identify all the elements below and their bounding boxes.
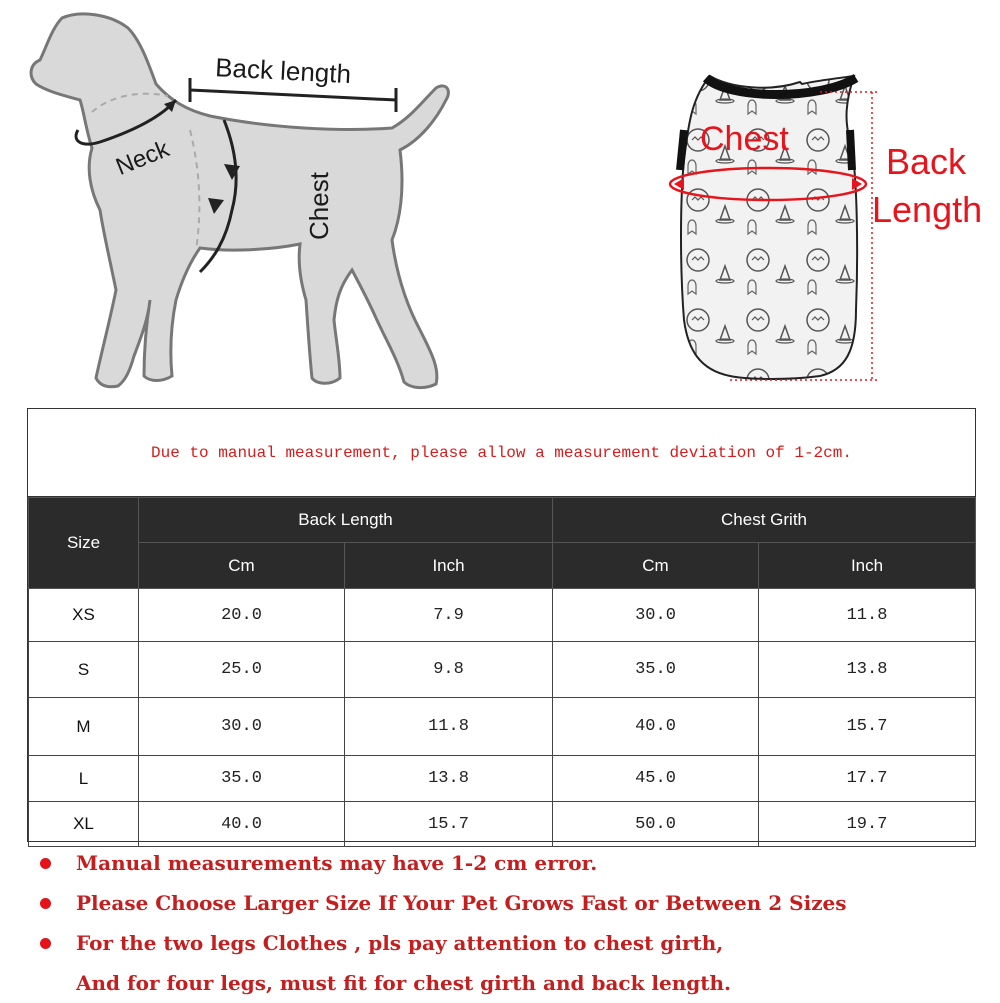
- table-cell: 25.0: [139, 642, 345, 698]
- note-text: For the two legs Clothes , pls pay attention to chest girth,: [76, 931, 724, 955]
- size-cell: M: [29, 698, 139, 756]
- table-cell: 17.7: [759, 756, 976, 802]
- table-cell: 13.8: [759, 642, 976, 698]
- size-table: [28, 497, 976, 847]
- size-cell: XL: [29, 802, 139, 847]
- note-item: [36, 883, 986, 923]
- table-cell: 30.0: [553, 589, 759, 642]
- table-cell: 11.8: [345, 698, 553, 756]
- table-cell: 45.0: [553, 756, 759, 802]
- shirt-chest-label: Chest: [700, 120, 789, 158]
- table-row: [29, 642, 976, 698]
- shirt-left-sleeve: [680, 130, 684, 170]
- table-cell: 40.0: [553, 698, 759, 756]
- bullet-dot-icon: [40, 938, 51, 949]
- note-item: [36, 843, 986, 883]
- table-row: [29, 589, 976, 642]
- table-cell: 15.7: [759, 698, 976, 756]
- note-text: And for four legs, must fit for chest girth and back length.: [76, 971, 732, 995]
- table-row: [29, 756, 976, 802]
- table-cell: 11.8: [759, 589, 976, 642]
- shirt-length-label: Length: [872, 189, 983, 230]
- note-text: Please Choose Larger Size If Your Pet Grows Fast or Between 2 Sizes: [76, 891, 847, 915]
- table-cell: 13.8: [345, 756, 553, 802]
- dog-measurement-diagram: [0, 0, 480, 400]
- table-cell: 7.9: [345, 589, 553, 642]
- back-length-line: [190, 90, 396, 100]
- size-chart: [27, 408, 976, 842]
- neck-label: Neck: [112, 135, 173, 181]
- size-cell: S: [29, 642, 139, 698]
- measurement-notice: Due to manual measurement, please allow a measurement deviation of 1-2cm.: [151, 443, 852, 462]
- table-row: [29, 802, 976, 847]
- size-header: Size: [29, 498, 139, 589]
- unit-header: Inch: [759, 543, 976, 589]
- table-cell: 9.8: [345, 642, 553, 698]
- size-cell: XS: [29, 589, 139, 642]
- unit-header: Inch: [345, 543, 553, 589]
- back-length-label: Back length: [214, 52, 352, 90]
- table-cell: 20.0: [139, 589, 345, 642]
- table-cell: 30.0: [139, 698, 345, 756]
- note-item: [36, 923, 986, 963]
- size-notes: [36, 843, 986, 1003]
- table-row: [29, 698, 976, 756]
- shirt-measurement-diagram: [620, 60, 1000, 400]
- table-cell: 19.7: [759, 802, 976, 847]
- back-length-header: Back Length: [139, 498, 553, 543]
- size-cell: L: [29, 756, 139, 802]
- table-cell: 50.0: [553, 802, 759, 847]
- bullet-dot-icon: [40, 858, 51, 869]
- shirt-back-label: Back: [886, 141, 967, 182]
- notice-row: [28, 409, 975, 497]
- bullet-dot-icon: [40, 898, 51, 909]
- table-cell: 35.0: [139, 756, 345, 802]
- unit-header: Cm: [139, 543, 345, 589]
- chest-girth-header: Chest Grith: [553, 498, 976, 543]
- table-cell: 15.7: [345, 802, 553, 847]
- table-cell: 40.0: [139, 802, 345, 847]
- unit-header: Cm: [553, 543, 759, 589]
- table-cell: 35.0: [553, 642, 759, 698]
- shirt-right-sleeve: [850, 130, 852, 170]
- note-text: Manual measurements may have 1-2 cm error.: [76, 851, 598, 875]
- note-item-continuation: [36, 963, 986, 1003]
- chest-label: Chest: [304, 172, 334, 240]
